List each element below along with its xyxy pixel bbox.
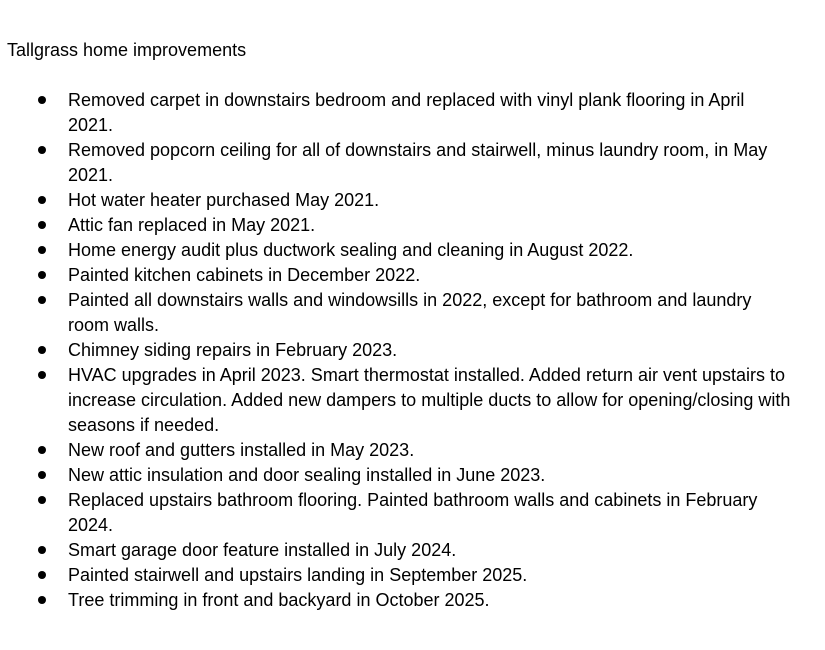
list-item: Tree trimming in front and backyard in October 2025. xyxy=(0,588,825,613)
list-item: New attic insulation and door sealing installed in June 2023. xyxy=(0,463,825,488)
list-item: Removed popcorn ceiling for all of downstairs and stairwell, minus laundry room, in May 2021. xyxy=(0,138,820,188)
list-item: Removed carpet in downstairs bedroom and replaced with vinyl plank flooring in April 2021. xyxy=(0,88,760,138)
list-item: Replaced upstairs bathroom flooring. Painted bathroom walls and cabinets in February 2024. xyxy=(0,488,810,538)
list-item: New roof and gutters installed in May 2023. xyxy=(0,438,825,463)
list-item: Painted kitchen cabinets in December 2022. xyxy=(0,263,825,288)
improvements-list xyxy=(0,88,825,613)
list-item: Smart garage door feature installed in July 2024. xyxy=(0,538,825,563)
list-item: Hot water heater purchased May 2021. xyxy=(0,188,825,213)
list-item: Chimney siding repairs in February 2023. xyxy=(0,338,825,363)
list-item: HVAC upgrades in April 2023. Smart thermostat installed. Added return air vent upstairs to increase circulation. Added new dampers to multiple ducts to allow for opening/closing with seasons if needed. xyxy=(0,363,825,438)
list-item: Home energy audit plus ductwork sealing and cleaning in August 2022. xyxy=(0,238,825,263)
document-title: Tallgrass home improvements xyxy=(7,40,247,60)
list-item: Attic fan replaced in May 2021. xyxy=(0,213,825,238)
list-item: Painted stairwell and upstairs landing in September 2025. xyxy=(0,563,825,588)
list-item: Painted all downstairs walls and windowsills in 2022, except for bathroom and laundry room walls. xyxy=(0,288,798,338)
